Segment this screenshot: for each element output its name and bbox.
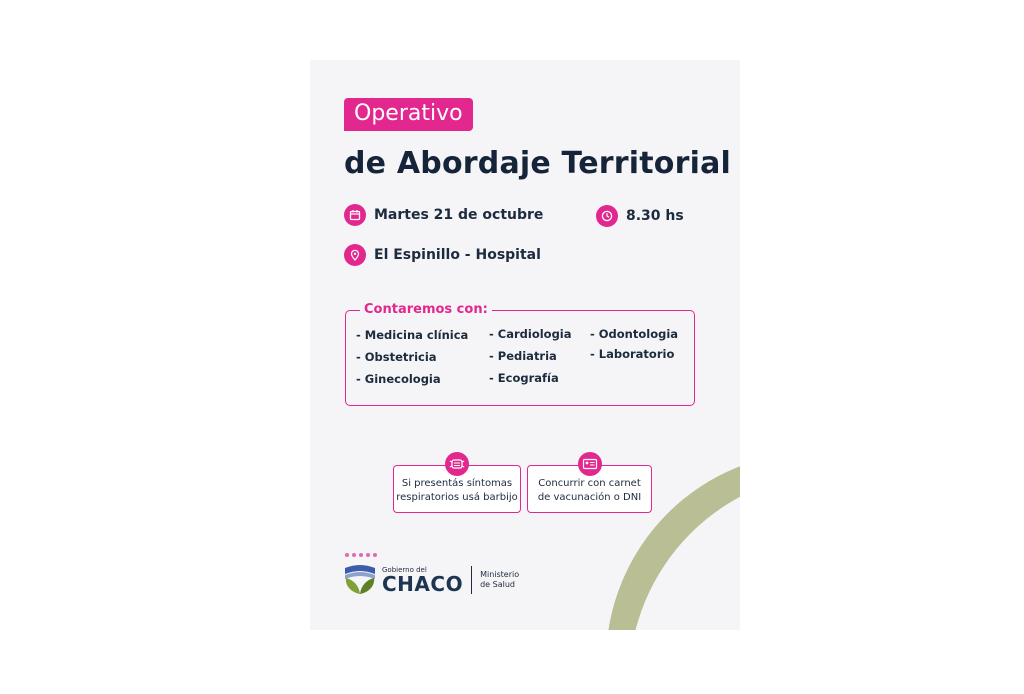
poster [310,60,740,630]
ministry-line: de Salud [480,580,515,589]
id-notice [527,465,652,513]
time-row [596,205,684,227]
clock-icon [596,205,618,227]
date-text: Martes 21 de octubre [374,207,544,223]
logo-chaco-text: CHACO [382,572,464,596]
mask-icon [445,452,469,476]
service-item: - Ecografía [489,371,559,385]
ministry-line: Ministerio [480,570,520,579]
logo-gobierno-text: Gobierno del [382,566,427,574]
id-notice-line: de vacunación o DNI [537,492,642,503]
chaco-emblem-icon [342,560,378,600]
place-row [344,244,541,266]
mask-notice [393,465,521,513]
logo-divider [471,566,472,594]
service-item: - Cardiologia [489,327,572,341]
services-box [345,302,695,406]
title-badge: Operativo [344,98,473,131]
gobierno-chaco-logo [342,560,519,600]
headline: de Abordaje Territorial [344,146,732,181]
service-item: - Medicina clínica [356,328,469,342]
location-pin-icon [344,244,366,266]
service-item: - Laboratorio [590,347,675,361]
service-item: - Pediatria [489,349,557,363]
mask-notice-line: Si presentás síntomas [401,478,513,489]
services-title: Contaremos con: [360,302,492,317]
service-item: - Ginecologia [356,372,441,386]
service-item: - Obstetricia [356,350,437,364]
date-row [344,204,543,226]
calendar-icon [344,204,366,226]
time-text: 8.30 hs [626,208,684,224]
mask-notice-line: respiratorios usá barbijo [396,492,518,503]
place-text: El Espinillo - Hospital [374,247,541,263]
service-item: - Odontologia [590,327,679,341]
id-card-icon [578,452,602,476]
id-notice-line: Concurrir con carnet [538,478,641,489]
